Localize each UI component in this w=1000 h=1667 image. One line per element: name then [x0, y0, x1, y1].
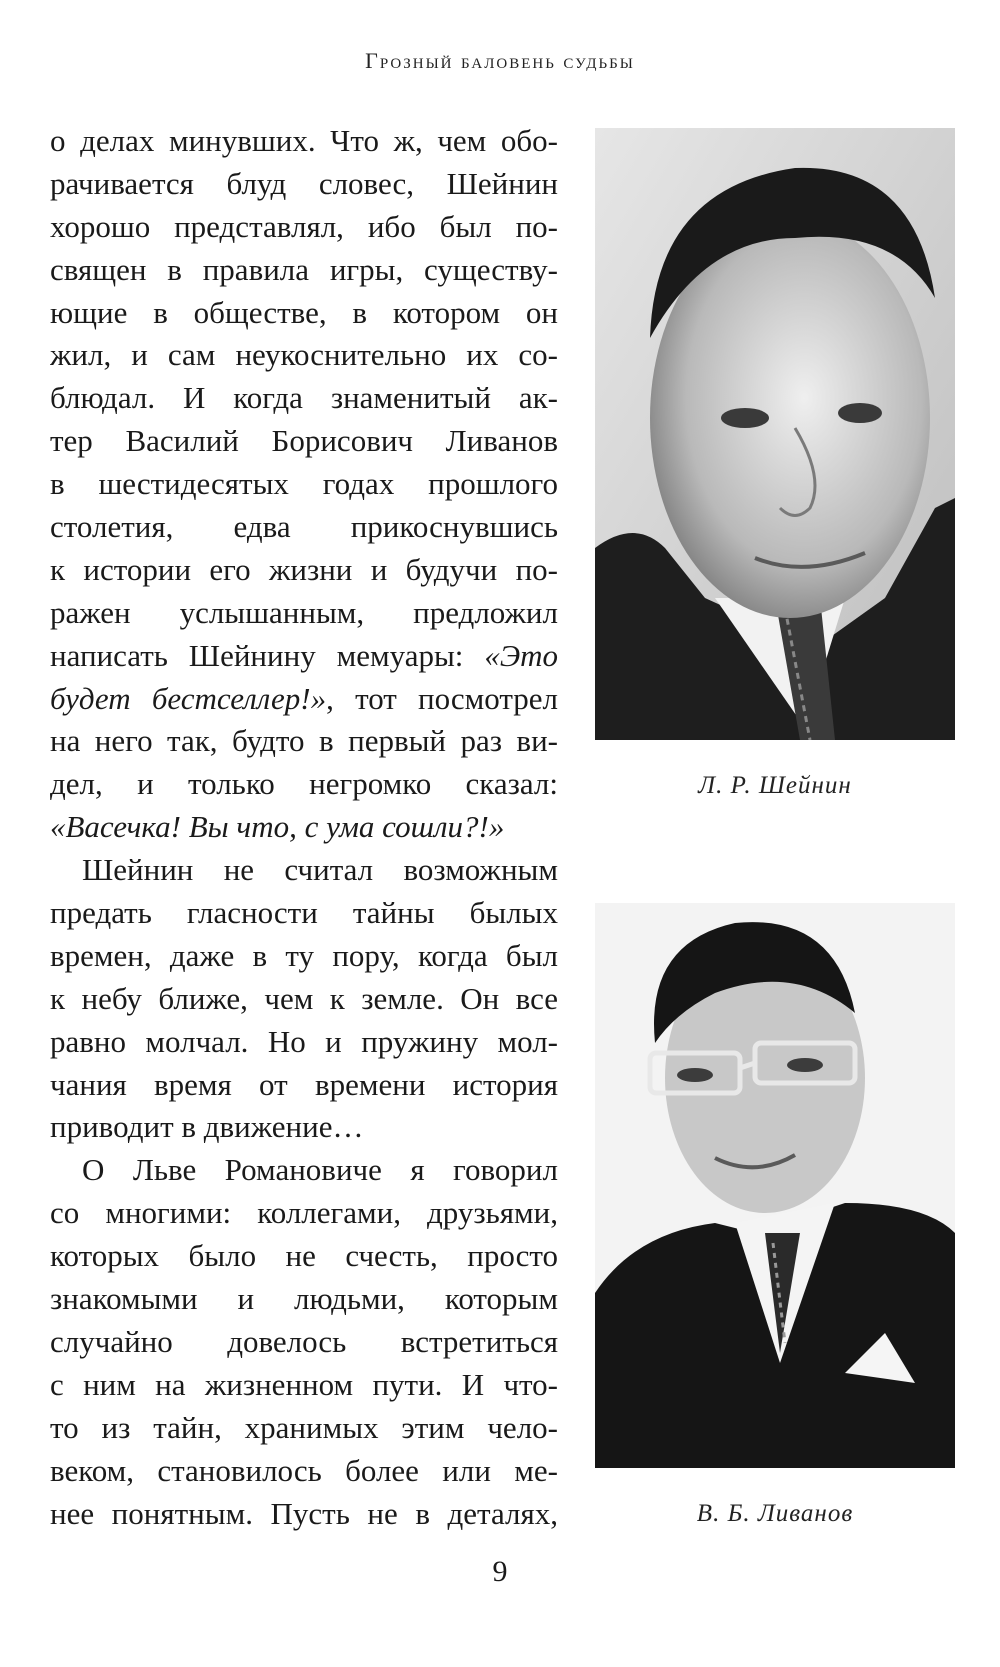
- text-line: к небу ближе, чем к земле. Он все: [50, 980, 558, 1016]
- text-line: о делах минувших. Что ж, чем обо-: [50, 123, 558, 158]
- text-line: нее понятным. Пусть не в деталях,: [50, 1495, 558, 1531]
- text-line: которых было не счесть, просто: [50, 1238, 558, 1274]
- figure-caption: Л. Р. Шейнин: [698, 772, 852, 799]
- quoted-speech: «Это: [484, 637, 558, 673]
- figure-caption: В. Б. Ливанов: [696, 1500, 854, 1527]
- text-line: к истории его жизни и будучи по-: [50, 551, 558, 587]
- portrait-photo: [595, 903, 955, 1468]
- text-line: блюдал. И когда знаменитый ак-: [50, 380, 558, 416]
- text-line: веком, становилось более или ме-: [50, 1452, 558, 1488]
- text-line: равно молчал. Но и пружину мол-: [50, 1023, 558, 1059]
- text-line: столетия, едва прикоснувшись: [50, 509, 558, 545]
- text-line: [50, 806, 558, 849]
- quoted-speech: будет бестселлер!»: [50, 680, 327, 716]
- text-line: случайно довелось встретиться: [50, 1323, 558, 1359]
- text-line: ражен услышанным, предложил: [50, 594, 558, 630]
- body-text: [50, 120, 558, 1535]
- text-line: жил, и сам неукоснительно их со-: [50, 337, 558, 373]
- text-line: то из тайн, хранимых этим чело-: [50, 1409, 558, 1445]
- text-line: в шестидесятых годах прошлого: [50, 466, 558, 502]
- portrait-sheinin-image: [595, 128, 955, 740]
- figure-livanov: [595, 903, 955, 1528]
- text-line: Шейнин не считал возможным: [82, 852, 558, 888]
- text-line: с ним на жизненном пути. И что-: [50, 1366, 558, 1402]
- page-number: 9: [492, 1555, 508, 1588]
- figure-sheinin: [595, 128, 955, 800]
- text-line: предать гласности тайны былых: [50, 895, 558, 931]
- text-line: ющие в обществе, в котором он: [50, 294, 558, 330]
- text-line: знакомыми и людьми, которым: [50, 1281, 558, 1317]
- text-line: написать Шейнину мемуары: «Это: [50, 637, 558, 673]
- text-line: О Льве Романовиче я говорил: [82, 1152, 558, 1188]
- text-line: времен, даже в ту пору, когда был: [50, 937, 558, 973]
- text-line: со многими: коллегами, друзьями,: [50, 1195, 558, 1231]
- text-line: будет бестселлер!», тот посмотрел: [50, 680, 558, 716]
- quoted-speech: «Васечка! Вы что, с ума сошли?!»: [50, 809, 505, 845]
- text-line: хорошо представлял, ибо был по-: [50, 208, 558, 244]
- portrait-photo: [595, 128, 955, 740]
- text-line: дел, и только негромко сказал:: [50, 766, 558, 802]
- text-line: чания время от времени история: [50, 1066, 558, 1102]
- text-line: тер Василий Борисович Ливанов: [50, 423, 558, 459]
- text-line: священ в правила игры, существу-: [50, 251, 558, 287]
- text-line: на него так, будто в первый раз ви-: [50, 723, 558, 759]
- running-head: Грозный баловень судьбы: [365, 48, 635, 73]
- text-line: рачивается блуд словес, Шейнин: [50, 165, 558, 201]
- portrait-livanov-image: [595, 903, 955, 1468]
- text-line: приводит в движение…: [50, 1109, 364, 1145]
